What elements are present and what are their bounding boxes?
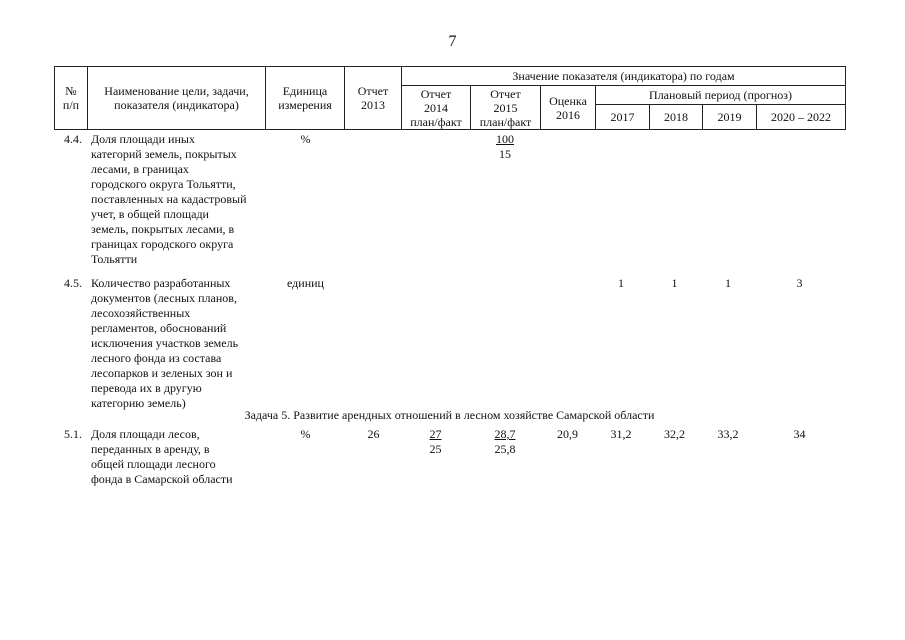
report-2015-plan: 100: [496, 132, 514, 146]
value-2017: 31,2: [610, 427, 632, 441]
value-2019: 33,2: [717, 427, 739, 441]
value-2020-2022: 3: [796, 276, 803, 290]
report-2013: 26: [367, 427, 380, 441]
col-header-estimate-2016: Оценка 2016: [541, 86, 596, 130]
report-2015-plan: 28,7: [494, 427, 516, 441]
indicator-table-header: [54, 66, 846, 130]
indicator-name: Доля площади лесов, переданных в аренду, в общей площади лесного фонда в Самарской области: [91, 427, 233, 486]
value-2019: 1: [725, 276, 731, 290]
col-header-report-2013: Отчет 2013: [345, 67, 402, 130]
report-2015-fact: 25,8: [494, 442, 516, 456]
col-header-report-2015: Отчет 2015 план/факт: [471, 86, 541, 130]
col-header-name: Наименование цели, задачи, показателя (индикатора): [88, 67, 266, 130]
indicator-name: Доля площади иных категорий земель, покрытых лесами, в границах городского округа Тольятти, поставленных на кадастровый учет, в общей площади земель, покрытых лесами, в границах городского округа Тольятти: [91, 132, 247, 266]
col-header-2019: 2019: [703, 105, 757, 130]
col-header-planning-period: Плановый период (прогноз): [596, 86, 846, 105]
unit: %: [300, 132, 311, 146]
indicator-name: Количество разработанных документов (лесных планов, лесохозяйственных регламентов, обоснований исключения участков земель лесного фонда из состава лесопарков и зеленых зон и перевода их в другую категорию земель): [91, 276, 239, 410]
col-header-num: № п/п: [55, 67, 88, 130]
estimate-2016: 20,9: [557, 427, 578, 441]
value-2020-2022: 34: [793, 427, 806, 441]
unit: %: [300, 427, 311, 441]
row-number: 4.5.: [64, 276, 82, 290]
col-header-2020-2022: 2020 – 2022: [757, 105, 846, 130]
col-header-report-2014: Отчет 2014 план/факт: [402, 86, 471, 130]
col-header-2017: 2017: [596, 105, 650, 130]
report-2014-fact: 25: [429, 442, 442, 456]
report-2014-plan: 27: [429, 427, 442, 441]
value-2018: 1: [671, 276, 678, 290]
col-header-values-by-year: Значение показателя (индикатора) по годам: [402, 67, 846, 86]
col-header-unit: Единица измерения: [266, 67, 345, 130]
page-number: 7: [448, 33, 457, 50]
report-2015-fact: 15: [499, 147, 511, 161]
value-2017: 1: [618, 276, 624, 290]
col-header-2018: 2018: [650, 105, 703, 130]
row-number: 4.4.: [64, 132, 82, 146]
row-number: 5.1.: [64, 427, 82, 441]
value-2018: 32,2: [664, 427, 685, 441]
section-heading-task-5: Задача 5. Развитие арендных отношений в лесном хозяйстве Самарской области: [244, 408, 655, 422]
unit: единиц: [287, 276, 324, 290]
